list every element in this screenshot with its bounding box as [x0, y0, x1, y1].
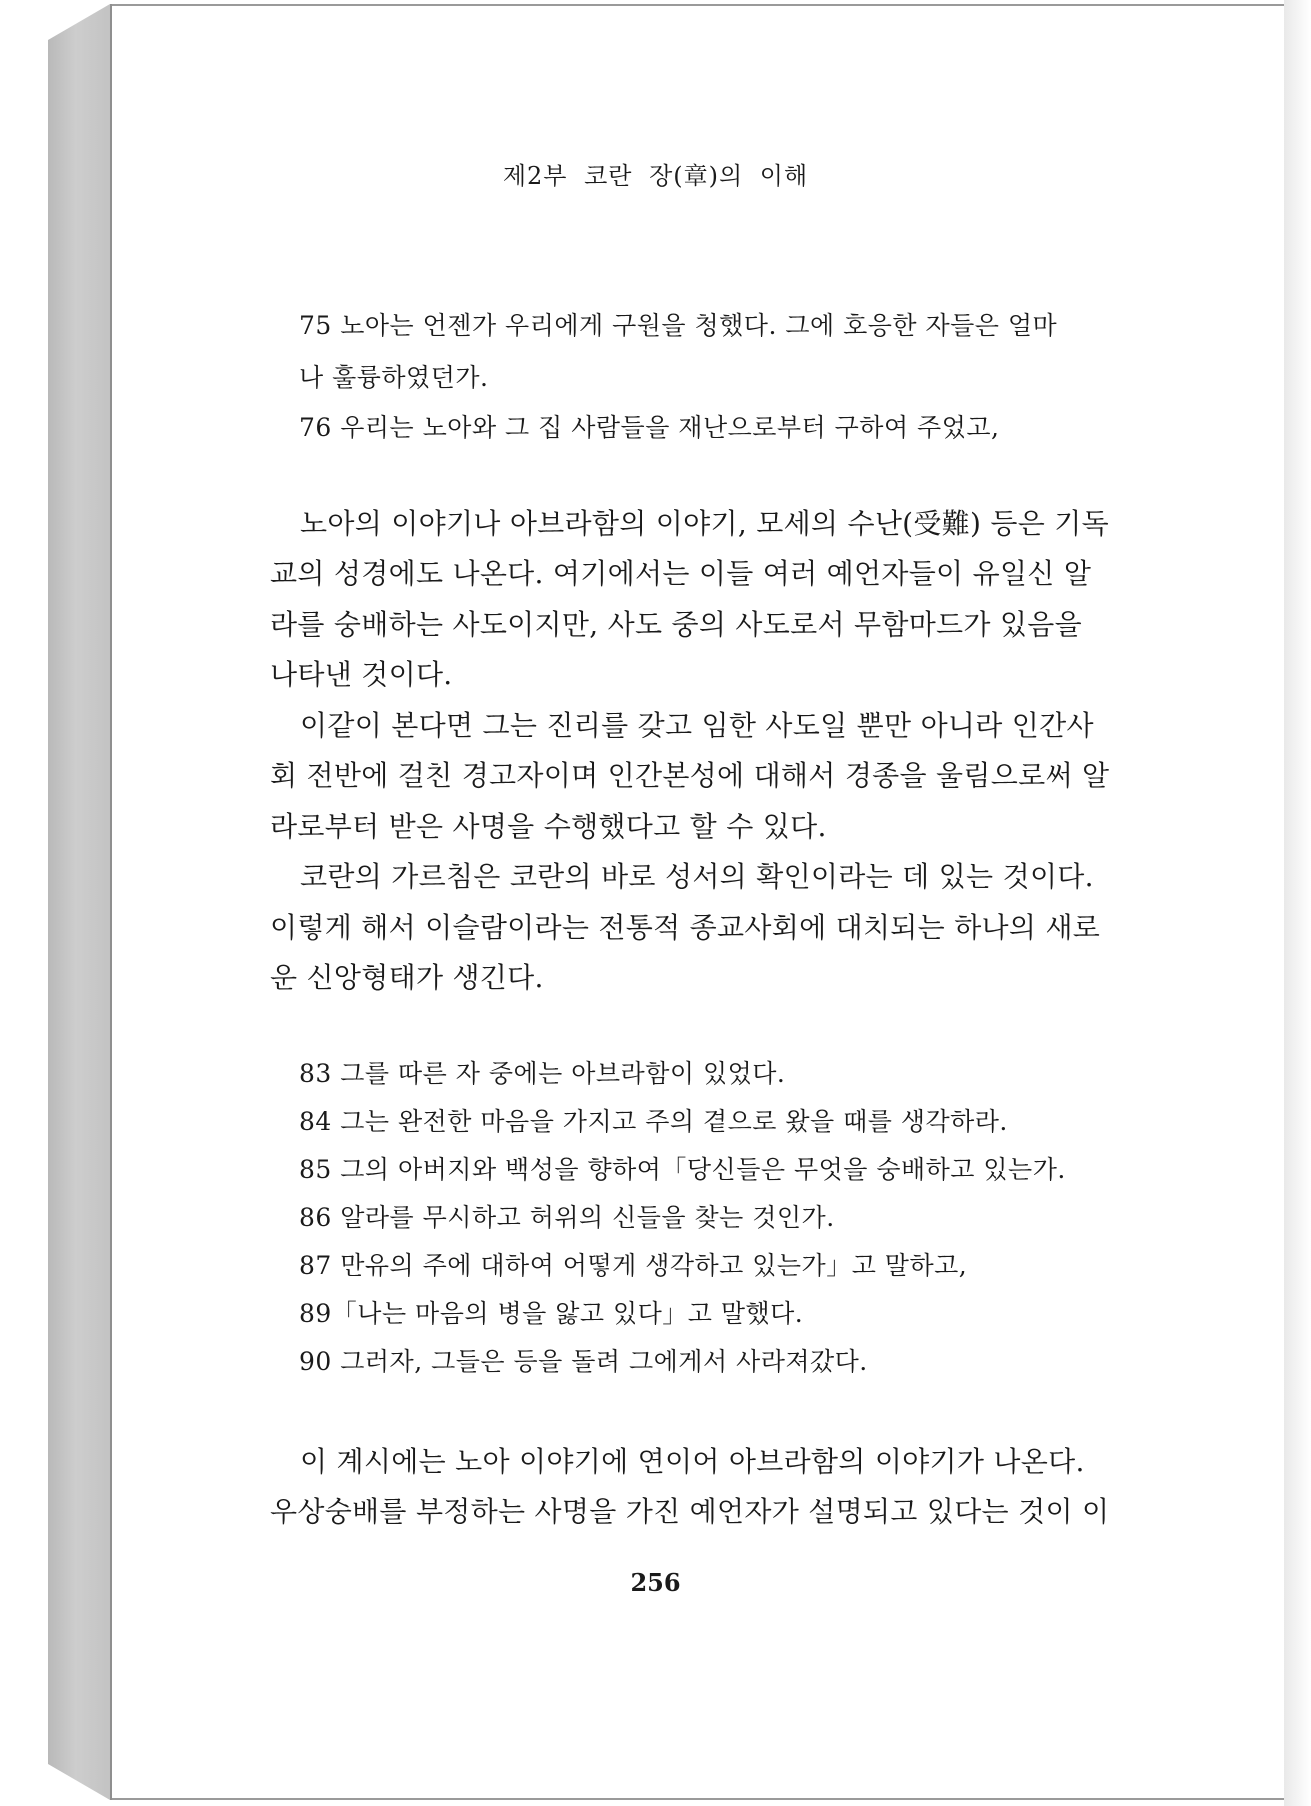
paragraph-line: 교의 성경에도 나온다. 여기에서는 이들 여러 예언자들이 유일신 알: [270, 557, 1092, 590]
paragraph-line: 운 신앙형태가 생긴다.: [270, 961, 544, 994]
paragraph-line: 라로부터 받은 사명을 수행했다고 할 수 있다.: [270, 810, 827, 843]
verse-line: 85 그의 아버지와 백성을 향하여「당신들은 무엇을 숭배하고 있는가.: [299, 1155, 1066, 1184]
paragraph-line: 라를 숭배하는 사도이지만, 사도 중의 사도로서 무함마드가 있음을: [270, 608, 1083, 641]
book-page: [112, 4, 1284, 1800]
paragraph-line: 우상숭배를 부정하는 사명을 가진 예언자가 설명되고 있다는 것이 이: [270, 1495, 1110, 1528]
paragraph-line: 이 계시에는 노아 이야기에 연이어 아브라함의 이야기가 나온다.: [300, 1445, 1085, 1478]
paragraph-line: 이렇게 해서 이슬람이라는 전통적 종교사회에 대치되는 하나의 새로: [270, 911, 1101, 944]
paragraph-line: 코란의 가르침은 코란의 바로 성서의 확인이라는 데 있는 것이다.: [300, 860, 1094, 893]
paragraph-line: 회 전반에 걸친 경고자이며 인간본성에 대해서 경종을 울림으로써 알: [270, 759, 1110, 792]
page-number: 256: [630, 1568, 681, 1597]
verse-line: 75 노아는 언젠가 우리에게 구원을 청했다. 그에 호응한 자들은 얼마: [299, 311, 1058, 340]
verse-line: 87 만유의 주에 대하여 어떻게 생각하고 있는가」고 말하고,: [299, 1251, 968, 1280]
verse-line: 76 우리는 노아와 그 집 사람들을 재난으로부터 구하여 주었고,: [299, 413, 1000, 442]
verse-line: 84 그는 완전한 마음을 가지고 주의 곁으로 왔을 때를 생각하라.: [299, 1107, 1008, 1136]
verse-line: 83 그를 따른 자 중에는 아브라함이 있었다.: [299, 1059, 786, 1088]
paragraph-line: 노아의 이야기나 아브라함의 이야기, 모세의 수난(受難) 등은 기독: [300, 507, 1110, 540]
verse-line: 90 그러자, 그들은 등을 돌려 그에게서 사라져갔다.: [299, 1347, 868, 1376]
verse-line: 89「나는 마음의 병을 앓고 있다」고 말했다.: [299, 1299, 804, 1328]
verse-line: 86 알라를 무시하고 허위의 신들을 찾는 것인가.: [299, 1203, 835, 1232]
verse-line: 나 훌륭하였던가.: [299, 363, 489, 392]
running-head: 제2부 코란 장(章)의 이해: [502, 162, 809, 190]
page-edge-shadow: [1284, 0, 1311, 1806]
book-spine: [48, 4, 110, 1800]
paragraph-line: 이같이 본다면 그는 진리를 갖고 임한 사도일 뿐만 아니라 인간사: [300, 709, 1094, 742]
paragraph-line: 나타낸 것이다.: [270, 658, 453, 691]
